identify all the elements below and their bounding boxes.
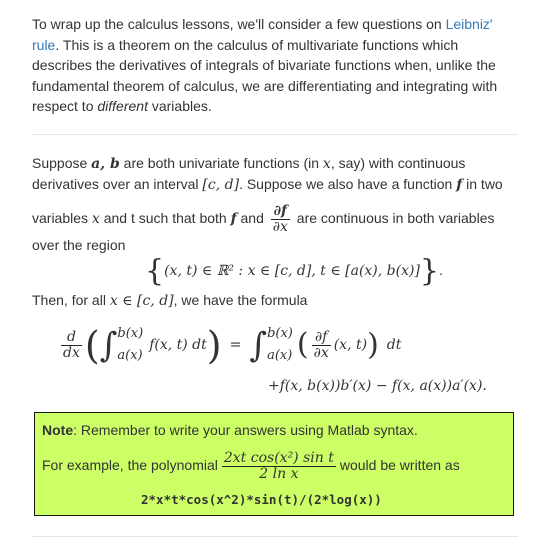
left-paren-2: ( (296, 327, 309, 363)
intro-emphasis: different (97, 98, 148, 115)
right-paren-2: ) (367, 327, 379, 363)
period: . (439, 262, 443, 278)
partial-f-fraction (312, 330, 331, 361)
theorem-line-4 (32, 235, 518, 256)
partial-fraction (271, 204, 290, 235)
text: in two (462, 176, 503, 192)
right-brace: } (419, 253, 440, 289)
pf-num: ∂f (314, 328, 328, 345)
partial-num: ∂f (273, 202, 288, 219)
math-f: f (230, 211, 237, 227)
math-ab: a, b (91, 156, 120, 172)
math-x: x (91, 211, 100, 227)
integral-sign: ∫ (99, 325, 118, 366)
pf-args: (x, t) (333, 337, 368, 353)
region-formula-text: (x, t) ∈ ℝ² : x ∈ [c, d], t ∈ [a(x), b(x)] (164, 263, 420, 279)
left-paren: ( (84, 323, 100, 368)
region-formula (145, 253, 443, 289)
d-dx-fraction (61, 330, 82, 361)
d-den: dx (63, 344, 80, 361)
d-num: d (66, 328, 76, 345)
theorem-line-3 (32, 201, 518, 235)
upper-limit: b(x) (117, 326, 144, 342)
theorem-line-2 (32, 174, 518, 201)
upper-limit: b(x) (267, 326, 293, 342)
then-line (32, 290, 307, 311)
poly-num: 2xt cos(x²) sin t (223, 449, 334, 466)
text: derivatives over an interval (32, 176, 203, 192)
text: variables (32, 210, 92, 226)
example-line (42, 447, 460, 483)
integral-limits (117, 323, 143, 367)
text: and (236, 210, 268, 226)
intro-text-end: variables. (147, 98, 212, 115)
integrand: f(x, t) dt (149, 337, 207, 353)
integral-sign-2: ∫ (249, 325, 268, 366)
text: over the region (32, 237, 126, 253)
note-box (34, 412, 514, 516)
example-prefix: For example, the polynomial (42, 457, 218, 473)
intro-text-cont: . This is a theorem on the calculus of multivariate functions which describes the derivatives of integrals of bivariate functions when, unlike the fundamental theorem of calculus, we are differentiating and integrating with respect to (32, 36, 498, 115)
left-brace: { (145, 253, 165, 289)
text: are continuous in both variables (292, 210, 495, 226)
lower-limit: a(x) (267, 348, 293, 364)
text: Then, for all (32, 292, 110, 308)
polynomial-fraction (222, 451, 336, 482)
poly-den: 2 ln x (222, 466, 336, 482)
leibniz-formula-line-2 (268, 378, 487, 394)
second-line-text: +f(x, b(x))b′(x) − f(x, a(x))a′(x). (268, 378, 487, 394)
intro-text: To wrap up the calculus lessons, we'll consider a few questions on (32, 16, 446, 32)
theorem-paragraph (32, 153, 518, 256)
partial-den: ∂x (272, 218, 288, 235)
integral-limits-2 (267, 323, 293, 367)
right-paren: ) (206, 323, 222, 368)
lower-limit: a(x) (117, 348, 143, 364)
note-text: : Remember to write your answers using Matlab syntax. (73, 422, 418, 438)
text: Suppose (32, 155, 92, 171)
text: , say) with continuous (330, 155, 466, 171)
math-interval: [c, d] (202, 177, 240, 193)
text: , we have the formula (173, 292, 308, 308)
math-x: x (322, 156, 331, 172)
leibniz-rule-link[interactable]: Leibniz' rule (32, 16, 493, 53)
matlab-code: 2*x*t*cos(x^2)*sin(t)/(2*log(x)) (141, 492, 382, 507)
divider-top (32, 134, 518, 135)
note-label: Note (42, 422, 74, 438)
text: such that both (134, 210, 231, 226)
leibniz-formula-line-1 (58, 318, 401, 370)
equals-sign: = (229, 337, 242, 353)
math-f: f (456, 177, 463, 193)
note-line (42, 422, 418, 438)
text-t: t (130, 210, 135, 226)
text: and (99, 210, 131, 226)
text: . Suppose we also have a function (239, 176, 457, 192)
dt: dt (386, 337, 402, 353)
example-suffix: would be written as (339, 457, 460, 473)
pf-den: ∂x (313, 344, 329, 361)
divider-bottom (32, 536, 518, 537)
theorem-line-1 (32, 153, 518, 174)
intro-paragraph (32, 14, 518, 117)
then-math: x ∈ [c, d] (109, 293, 174, 309)
text: are both univariate functions (in (119, 155, 323, 171)
